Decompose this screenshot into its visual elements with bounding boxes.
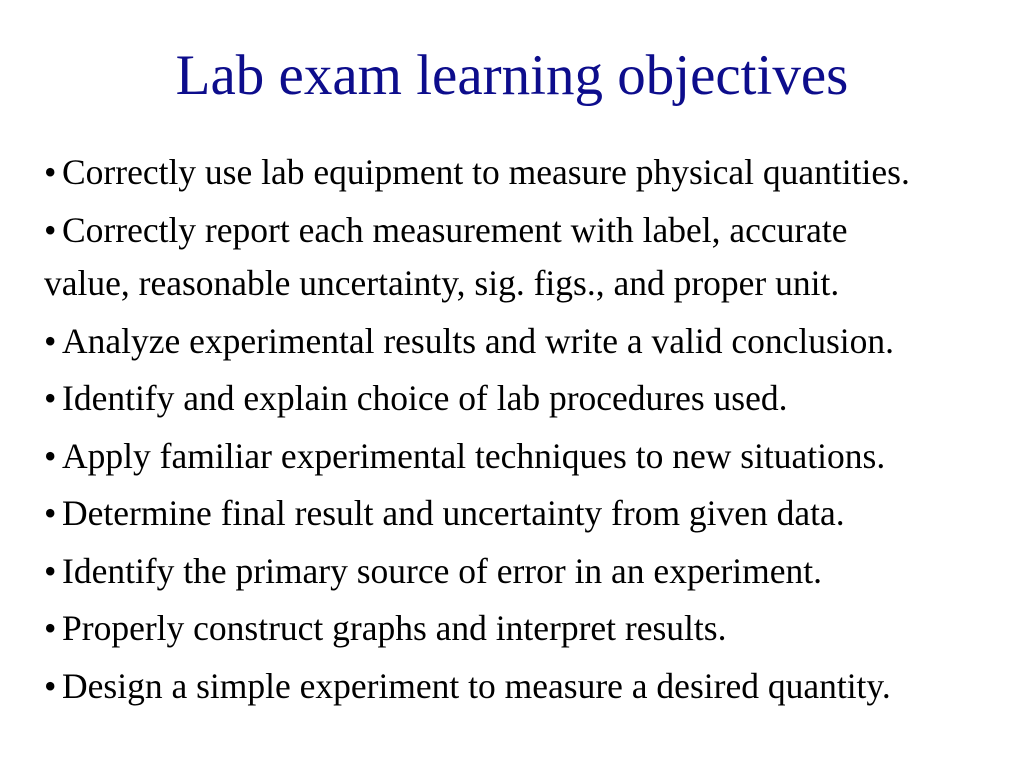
bullet-line — [44, 146, 1019, 200]
bullet-text: Identify the primary source of error in an experiment. — [62, 550, 822, 591]
list-item — [44, 315, 1019, 369]
list-item — [44, 487, 1019, 541]
bullet-text: Identify and explain choice of lab procedures used. — [62, 378, 788, 418]
bullet-line — [44, 315, 1019, 369]
slide-title: Lab exam learning objectives — [175, 44, 849, 107]
list-item — [44, 372, 1019, 426]
list-item — [44, 204, 1019, 311]
bullet-line — [44, 204, 1019, 258]
bullet-text: Analyze experimental results and write a valid conclusion. — [62, 320, 894, 361]
bullet-line — [44, 487, 1019, 541]
bullet-dot-icon: • — [44, 550, 57, 591]
bullet-line — [44, 372, 1019, 426]
bullet-line — [44, 545, 1019, 599]
bullet-text: Properly construct graphs and interpret results. — [62, 608, 727, 648]
bullet-dot-icon: • — [44, 493, 57, 533]
list-item — [44, 430, 1019, 484]
bullet-line-continued: value, reasonable uncertainty, sig. figs., and proper unit. — [44, 263, 840, 303]
list-item — [44, 602, 1019, 656]
bullet-text: Determine final result and uncertainty from given data. — [62, 493, 845, 533]
bullet-text: Design a simple experiment to measure a desired quantity. — [62, 665, 891, 706]
list-item — [44, 146, 1019, 200]
bullet-dot-icon: • — [44, 209, 57, 250]
list-item — [44, 545, 1019, 599]
bullet-line — [44, 430, 1019, 484]
bullet-dot-icon: • — [44, 320, 57, 361]
bullet-text: Correctly report each measurement with label, accurate — [62, 209, 848, 250]
bullet-line — [44, 602, 1019, 656]
bullet-dot-icon: • — [44, 152, 57, 192]
bullet-text: Correctly use lab equipment to measure physical quantities. — [62, 152, 910, 192]
bullet-text: Apply familiar experimental techniques to new situations. — [62, 435, 886, 476]
bullet-line — [44, 660, 1019, 714]
bullet-dot-icon: • — [44, 665, 57, 706]
objectives-list — [44, 146, 1019, 717]
bullet-dot-icon: • — [44, 378, 57, 418]
list-item — [44, 660, 1019, 714]
bullet-dot-icon: • — [44, 435, 57, 476]
bullet-dot-icon: • — [44, 608, 57, 648]
